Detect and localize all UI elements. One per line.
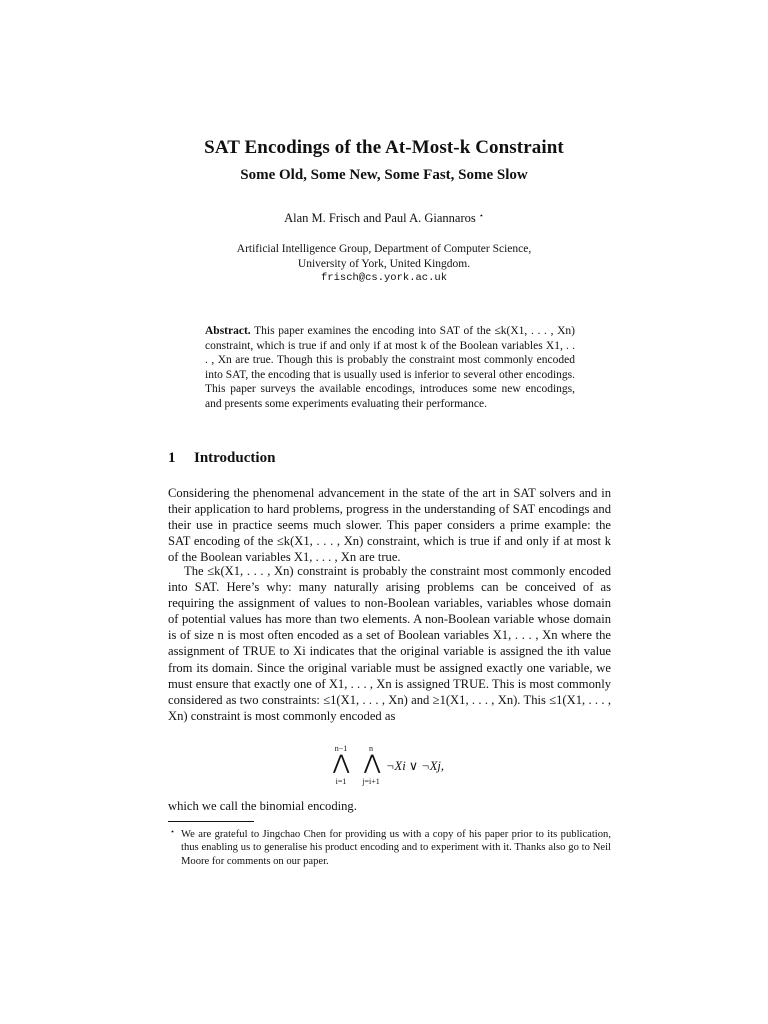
footnote-mark: ⋆ [170,827,176,836]
abstract [205,324,575,412]
footnote-text: We are grateful to Jingchao Chen for providing us with a copy of his paper prior to its publication, thus enabling us to generalise his product encoding and to experiment with it. Thanks also go to Neil Moore for comments on our paper. [181,829,611,867]
intro-paragraph-3: which we call the binomial encoding. [168,799,357,813]
big-conjunction-1: ⋀ [333,752,350,774]
affiliation-line-1: Artificial Intelligence Group, Department of Computer Science, [236,243,532,255]
conjunction-lower-limit-1: i=1 [335,777,347,786]
paper-title: SAT Encodings of the At-Most-k Constraint [204,137,564,158]
abstract-label: Abstract. [205,325,251,337]
footnote [168,825,611,868]
big-conjunction-2: ⋀ [364,752,381,774]
intro-paragraph-2: The ≤k(X1, . . . , Xn) constraint is probably the constraint most commonly encoded into SAT. Here’s why: many naturally arising problems can be conceived of as requiring the assignment of values to non-Boolean variables, variables whose domain of potential values has more than two elements. A non-Boolean variable whose domain is of size n is most often encoded as a set of Boolean variables X1, . . . , Xn where the assignment of TRUE to Xi indicates that the original variable is assigned the ith value from its domain. Since the original variable must be assigned exactly one variable, we must ensure that exactly one of X1, . . . , Xn is assigned TRUE. This is most commonly considered as two constraints: ≤1(X1, . . . , Xn) and ≥1(X1, . . . , Xn). This ≤1(X1, . . . , Xn) constraint is most commonly encoded as [168,564,611,723]
section-title: Introduction [194,450,276,466]
equation-term: ¬Xi ∨ ¬Xj, [386,759,445,773]
conjunction-upper-limit-1: n−1 [334,744,348,753]
author-footnote-mark: ⋆ [478,211,484,220]
binomial-encoding-equation [330,744,510,790]
author-email: frisch@cs.york.ac.uk [320,272,448,284]
authors: Alan M. Frisch and Paul A. Giannaros [284,211,476,225]
section-number: 1 [168,450,176,466]
conjunction-lower-limit-2: j=i+1 [362,777,380,786]
conjunction-upper-limit-2: n [369,744,373,753]
authors-line [0,211,768,226]
footnote-rule [168,821,254,822]
abstract-text: This paper examines the encoding into SAT of the ≤k(X1, . . . , Xn) constraint, which is true if and only if at most k of the Boolean variables X1, . . . , Xn are true. Though this is probably the constraint most commonly encoded into SAT, the encoding that is usually used is inferior to several other encodings. This paper surveys the available encodings, introduces some new encodings, and presents some experiments evaluating their performance. [205,325,575,410]
intro-paragraph-1: Considering the phenomenal advancement in the state of the art in SAT solvers and in their application to hard problems, progress in the understanding of SAT encodings and their use in practice seems much slower. This paper considers a prime example: the SAT encoding of the ≤k(X1, . . . , Xn) constraint, which is true if and only if at most k of the Boolean variables X1, . . . , Xn are true. [168,486,611,565]
paper-subtitle: Some Old, Some New, Some Fast, Some Slow [240,167,528,183]
section-heading [168,450,275,467]
affiliation-line-2: University of York, United Kingdom. [297,258,471,270]
